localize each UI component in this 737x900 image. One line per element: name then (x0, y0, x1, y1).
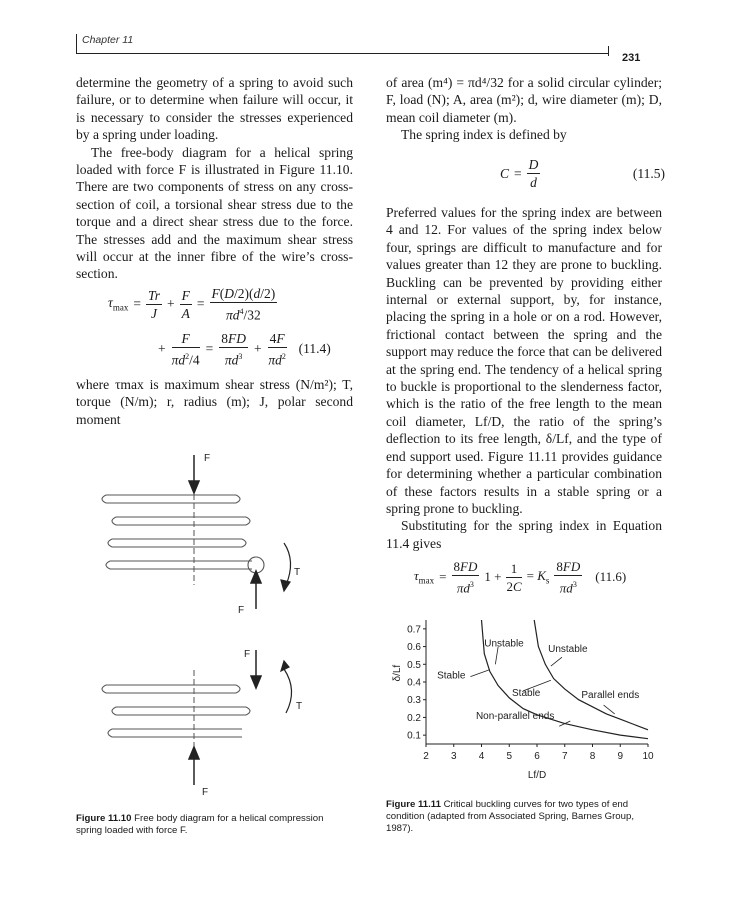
figure-11-11-chart (386, 612, 666, 790)
right-column-top (386, 74, 662, 144)
x-tick-label: 6 (534, 751, 540, 762)
left-column-bottom (76, 376, 353, 428)
arrow-parallel-ends (604, 705, 615, 714)
y-tick-label: 0.6 (407, 642, 421, 654)
x-tick-label: 8 (589, 751, 596, 762)
equation-11-4: $\tau_{max}$ = $\frac{Tr}{J}$ + $\frac{F}{A}$ = $\frac{F(D/2)(d/2)}{\pi d^4/32}$ + $\frac{F}{\pi d^2/4}$ = $\frac{8FD}{\pi d^3}$ + $\frac{4F}{\pi d^2}$ (11.4) (108, 286, 331, 367)
y-axis-label: δ/Lf (392, 664, 403, 682)
x-tick-label: 5 (506, 751, 513, 762)
paragraph-4: of area (m⁴) = πd⁴/32 for a solid circular cylinder; F, load (N); A, area (m²); d, wire diameter (m); D, mean coil diameter (m). (386, 75, 662, 125)
equation-11-5: C = $\frac{D}{d}$ (11.5) (500, 157, 665, 190)
paragraph-6: Preferred values for the spring index are between 4 and 12. For values of the spring index below four, springs are difficult to manufacture and for values greater than 12 they are prone to buckling. Buckling can be prevented by providing either internal or external support, by, for instance, placing the spring in a hole or on a rod. However, frictional contact between the spring and the support may reduce the force that can be delivered at the spring end. The tendency of a helical spring to buckle is proportional to the slenderness factor, which is the ratio of the free length to the mean coil diameter, Lf/D, the ratio of the spring’s deflection to its free length, δ/Lf, and the type of end support used. Figure 11.11 provides guidance for determining whether a particular combination of these factors results in a stable spring or a spring prone to buckling. (386, 205, 662, 516)
y-tick-label: 0.4 (407, 677, 421, 689)
spring-coils-top (102, 495, 264, 573)
label-t-top: T (294, 567, 301, 578)
right-column-middle (386, 204, 662, 552)
x-tick-label: 2 (423, 751, 429, 762)
paragraph-5: The spring index is defined by (401, 127, 567, 143)
label-parallel-ends: Parallel ends (581, 689, 640, 701)
y-tick-label: 0.2 (407, 712, 421, 724)
label-f-middle: F (238, 605, 245, 616)
label-f-top: F (204, 453, 211, 464)
running-head: Chapter 11 (82, 34, 134, 46)
x-tick-label: 7 (561, 751, 568, 762)
figure-11-10 (76, 445, 336, 805)
label-f-bottom: F (202, 787, 209, 798)
equation-number-11-5: (11.5) (632, 165, 665, 181)
paragraph-7: Substituting for the spring index in Equation 11.4 gives (386, 518, 662, 551)
caption-label-11-11: Figure 11.11 (386, 799, 441, 810)
spring-coils-bottom (102, 685, 250, 737)
label-unstable-2: Unstable (548, 643, 588, 655)
header-rule-left (76, 34, 77, 54)
label-stable-2: Stable (512, 688, 541, 700)
label-non-parallel-ends: Non-parallel ends (475, 711, 555, 723)
x-tick-label: 10 (642, 751, 654, 762)
y-tick-label: 0.5 (407, 659, 421, 671)
left-column-top (76, 74, 353, 283)
header-rule (76, 53, 608, 54)
y-tick-label: 0.7 (407, 624, 421, 636)
paragraph-3: where τmax is maximum shear stress (N/m²); T, torque (N/m); r, radius (m); J, polar second moment (76, 377, 353, 427)
label-unstable-1: Unstable (484, 638, 524, 650)
x-tick-label: 4 (478, 751, 485, 762)
page-number: 231 (622, 52, 641, 64)
force-arrows (189, 455, 261, 785)
equation-number-11-6: (11.6) (595, 569, 627, 585)
arrow-unstable-2 (551, 657, 562, 666)
paragraph-2: The free-body diagram for a helical spring loaded with force F is illustrated in Figure 11.10. There are two components of stress on any cross-section of coil, a torsional shear stress due to the torque and a direct shear stress due to the force. The stresses add and the maximum shear stress will occur at the inner fibre of the wire’s cross-section. (76, 144, 353, 282)
equation-number-11-4: (11.4) (298, 340, 331, 356)
figure-11-10-caption (76, 813, 326, 837)
paragraph-1: determine the geometry of a spring to avoid such failure, or to determine when failure will occur, it is necessary to consider the stresses experienced by a spring under loading. (76, 75, 353, 143)
arrow-stable-1 (470, 670, 489, 677)
caption-text: Free body diagram for a helical compression spring loaded with force F. (76, 813, 324, 836)
x-tick-label: 3 (450, 751, 457, 762)
label-f-middle-2: F (244, 649, 251, 660)
chart-annotations (437, 639, 639, 727)
header-rule-right (608, 46, 609, 56)
caption-text-11-11: Critical buckling curves for two types of end condition (adapted from Associated Spring, Barnes Group, 1987). (386, 799, 634, 834)
label-stable-1: Stable (437, 670, 466, 682)
x-axis-label: Lf/D (527, 770, 547, 781)
equation-11-6: $\tau_{max}$ = $\frac{8FD}{\pi d^3}$ 1 + $\frac{1}{2C}$ = $K_s$ $\frac{8FD}{\pi d^3}$ (11.6) (414, 559, 627, 596)
torque-arrows (281, 543, 292, 713)
caption-label: Figure 11.10 (76, 813, 132, 824)
x-tick-label: 9 (617, 751, 624, 762)
figure-11-11-caption (386, 799, 656, 835)
y-tick-label: 0.3 (407, 695, 421, 707)
y-tick-label: 0.1 (407, 730, 421, 742)
label-t-bottom: T (296, 701, 303, 712)
